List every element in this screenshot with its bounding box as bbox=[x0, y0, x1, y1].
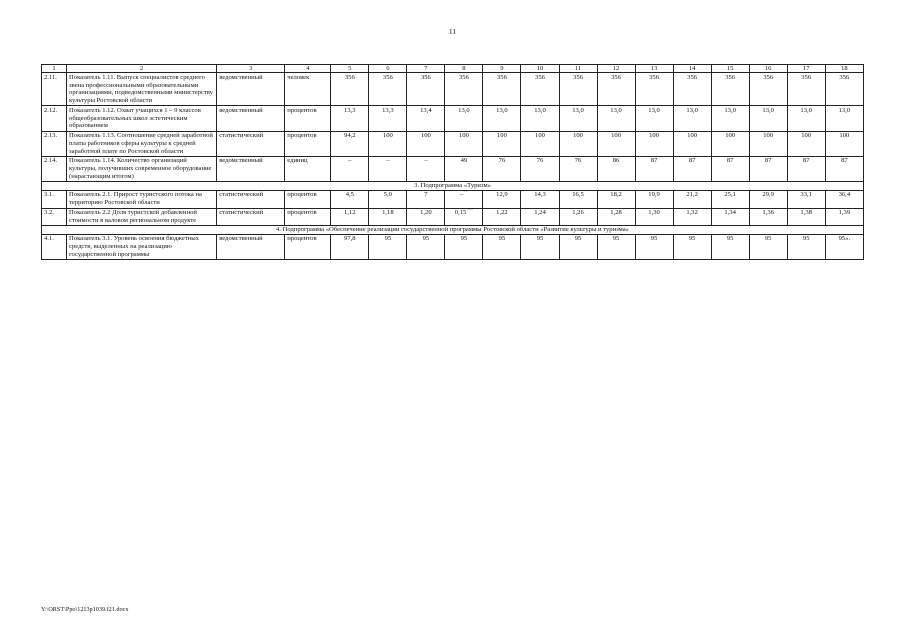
value-cell-text: 356 bbox=[763, 73, 774, 81]
value-cell-text: – bbox=[424, 157, 428, 165]
value-cell bbox=[445, 131, 483, 156]
indicator-name bbox=[67, 234, 217, 259]
value-cell-text: 29,9 bbox=[762, 191, 774, 199]
value-cell bbox=[635, 131, 673, 156]
value-cell bbox=[559, 208, 597, 226]
value-cell-text: 13,3 bbox=[344, 106, 356, 114]
value-cell-text: 19,9 bbox=[648, 191, 660, 199]
value-cell bbox=[407, 106, 445, 131]
header-cell: 2 bbox=[67, 65, 217, 73]
table-row bbox=[42, 190, 864, 208]
indicator-name bbox=[67, 106, 217, 131]
row-number bbox=[42, 208, 67, 226]
value-cell-text: 1,24 bbox=[534, 209, 546, 216]
value-cell bbox=[711, 234, 749, 259]
value-cell-text: 95 bbox=[726, 235, 734, 243]
value-cell bbox=[331, 190, 369, 208]
value-cell bbox=[635, 73, 673, 106]
value-cell-text: 13,0 bbox=[648, 106, 660, 114]
value-cell bbox=[559, 131, 597, 156]
value-cell-text: 95 bbox=[536, 235, 544, 243]
row-number bbox=[42, 106, 67, 131]
header-cell: 5 bbox=[331, 65, 369, 73]
value-cell bbox=[445, 190, 483, 208]
value-cell-text: 1,26 bbox=[572, 209, 584, 216]
unit-cell-text: единиц bbox=[287, 157, 308, 165]
value-cell-text: 356 bbox=[458, 73, 469, 81]
value-cell bbox=[635, 190, 673, 208]
value-cell bbox=[749, 208, 787, 226]
value-cell-text: 100 bbox=[573, 132, 583, 140]
value-cell bbox=[445, 106, 483, 131]
value-cell bbox=[559, 190, 597, 208]
value-cell-text: 16,5 bbox=[572, 191, 584, 199]
indicator-table bbox=[41, 64, 864, 260]
value-cell-text: 13,3 bbox=[382, 106, 394, 114]
value-cell bbox=[749, 73, 787, 106]
value-cell bbox=[445, 156, 483, 181]
value-cell-text: 95 bbox=[802, 235, 810, 243]
value-cell bbox=[787, 73, 825, 106]
header-cell: 12 bbox=[597, 65, 635, 73]
value-cell bbox=[483, 234, 521, 259]
header-cell: 15 bbox=[711, 65, 749, 73]
header-cell: 10 bbox=[521, 65, 559, 73]
value-cell-text: 95 bbox=[574, 235, 582, 243]
data-source bbox=[217, 190, 285, 208]
value-cell bbox=[407, 131, 445, 156]
value-cell bbox=[711, 190, 749, 208]
value-cell-text: 87 bbox=[802, 157, 810, 165]
header-cell: 3 bbox=[217, 65, 285, 73]
unit-cell-text: человек bbox=[287, 73, 310, 81]
value-cell bbox=[635, 156, 673, 181]
data-source-text: статистический bbox=[219, 209, 264, 216]
unit-cell bbox=[285, 208, 331, 226]
value-cell-text: 13,0 bbox=[610, 106, 622, 114]
header-cell: 8 bbox=[445, 65, 483, 73]
value-cell bbox=[521, 106, 559, 131]
header-cell: 16 bbox=[749, 65, 787, 73]
value-cell-text: 13,0 bbox=[572, 106, 584, 114]
footnote-mark: ** bbox=[463, 189, 468, 195]
value-cell bbox=[597, 190, 635, 208]
value-cell bbox=[331, 234, 369, 259]
table-row bbox=[42, 234, 864, 259]
value-cell bbox=[445, 208, 483, 226]
data-source bbox=[217, 234, 285, 259]
header-cell: 6 bbox=[369, 65, 407, 73]
value-cell-text: 1,28 bbox=[610, 209, 622, 216]
table-row bbox=[42, 73, 864, 106]
value-cell bbox=[825, 106, 863, 131]
value-cell bbox=[559, 73, 597, 106]
value-cell-text: 95 bbox=[498, 235, 506, 243]
indicator-name-text: Показатель 1.11. Выпуск специалистов среднего звена профессиональными образовательными организациями, подведомственными министерству культуры Ростовской области bbox=[69, 73, 213, 105]
data-source-text: ведомственный bbox=[219, 235, 263, 243]
indicator-name-text: Показатель 2.1. Прирост туристского потока на территорию Ростовской области bbox=[69, 191, 202, 207]
value-cell bbox=[445, 234, 483, 259]
value-cell-text: 94,2 bbox=[344, 132, 356, 140]
value-cell-text: 356 bbox=[687, 73, 698, 81]
value-cell bbox=[673, 190, 711, 208]
value-cell bbox=[559, 156, 597, 181]
value-cell-text: 13,0 bbox=[762, 106, 774, 114]
unit-cell-text: процентов bbox=[287, 235, 317, 243]
indicator-name bbox=[67, 156, 217, 181]
value-cell bbox=[597, 73, 635, 106]
value-cell bbox=[825, 234, 863, 259]
value-cell bbox=[331, 73, 369, 106]
value-cell-text: 4,5 bbox=[345, 191, 354, 199]
value-cell bbox=[635, 234, 673, 259]
unit-cell bbox=[285, 234, 331, 259]
value-cell-text: 1,39 bbox=[838, 209, 851, 216]
table-row bbox=[42, 208, 864, 226]
value-cell-text: 76 bbox=[574, 157, 582, 165]
value-cell-text: 87 bbox=[764, 157, 772, 165]
value-cell bbox=[521, 190, 559, 208]
value-cell-text: 95 bbox=[764, 235, 772, 243]
indicator-name-text: Показатель 1.14. Количество организаций культуры, получивших современное оборудование (нарастающим итогом) bbox=[69, 157, 212, 180]
indicator-name bbox=[67, 73, 217, 106]
header-row bbox=[42, 65, 864, 73]
data-source-text: ведомственный bbox=[219, 73, 263, 81]
value-cell-text: – bbox=[386, 157, 390, 165]
value-cell-text: 100 bbox=[535, 132, 545, 140]
row-number bbox=[42, 73, 67, 106]
value-cell-text: 7 bbox=[424, 191, 428, 199]
value-cell bbox=[749, 190, 787, 208]
unit-cell bbox=[285, 131, 331, 156]
value-cell bbox=[673, 234, 711, 259]
value-cell-text: 100 bbox=[611, 132, 621, 140]
value-cell bbox=[369, 73, 407, 106]
value-cell-text: 12,9 bbox=[496, 191, 508, 199]
data-source bbox=[217, 131, 285, 156]
value-cell bbox=[787, 131, 825, 156]
value-cell-text: 13,0 bbox=[458, 106, 470, 114]
data-source bbox=[217, 73, 285, 106]
value-cell-text: 100 bbox=[839, 132, 850, 140]
value-cell-text: 100 bbox=[801, 132, 812, 140]
value-cell bbox=[483, 73, 521, 106]
value-cell-text: 356 bbox=[497, 73, 507, 81]
value-cell bbox=[597, 234, 635, 259]
value-cell-text: 33,1 bbox=[800, 191, 812, 199]
value-cell bbox=[369, 190, 407, 208]
section-row bbox=[42, 226, 864, 235]
value-cell bbox=[673, 73, 711, 106]
value-cell bbox=[331, 106, 369, 131]
unit-cell-text: процентов bbox=[287, 191, 317, 199]
data-source-text: ведомственный bbox=[219, 106, 263, 114]
indicator-name-text: Показатель 1.13. Соотношение средней заработной платы работников сферы культуры к средней заработной плате по Ростовской области bbox=[69, 132, 213, 155]
value-cell bbox=[787, 208, 825, 226]
section-title: 3. Подпрограмма «Туризм» bbox=[42, 182, 864, 191]
header-cell: 14 bbox=[673, 65, 711, 73]
unit-cell bbox=[285, 190, 331, 208]
value-cell-text: 1,12 bbox=[344, 209, 356, 216]
section-title: 4. Подпрограмма «Обеспечение реализации государственной программы Ростовской области «Развитие культуры и туризма» bbox=[42, 226, 864, 235]
value-cell-text: 100 bbox=[497, 132, 507, 140]
value-cell-text: 1,36 bbox=[762, 209, 774, 216]
value-cell bbox=[407, 73, 445, 106]
value-cell-text: 76 bbox=[536, 157, 544, 165]
value-cell-text: 356 bbox=[420, 73, 431, 81]
row-number-text: 2.13. bbox=[44, 132, 58, 140]
value-cell-text: 0,15 bbox=[454, 209, 467, 216]
value-cell bbox=[711, 208, 749, 226]
value-cell-text: 1,30 bbox=[648, 209, 660, 216]
value-cell bbox=[369, 156, 407, 181]
value-cell-text: 356 bbox=[382, 73, 393, 81]
row-number-text: 2.11. bbox=[44, 73, 57, 81]
value-cell bbox=[331, 131, 369, 156]
value-cell bbox=[483, 156, 521, 181]
page-number: 11 bbox=[448, 27, 457, 36]
value-cell bbox=[787, 106, 825, 131]
value-cell bbox=[559, 106, 597, 131]
row-number bbox=[42, 131, 67, 156]
value-cell-text: 13,0 bbox=[724, 106, 736, 114]
value-cell-text: 95 bbox=[688, 235, 696, 243]
table-body bbox=[42, 73, 864, 260]
value-cell-text: 356 bbox=[611, 73, 621, 81]
value-cell-text: 25,1 bbox=[724, 191, 736, 199]
value-cell bbox=[635, 106, 673, 131]
value-cell-text: 13,4 bbox=[420, 106, 432, 114]
value-cell bbox=[787, 234, 825, 259]
indicator-name-text: Показатель 3.1. Уровень освоения бюджетных средств, выделенных на реализацию государственной программы bbox=[69, 235, 199, 258]
value-cell-text: 356 bbox=[839, 73, 850, 81]
data-source bbox=[217, 106, 285, 131]
value-cell-text: 13,0 bbox=[800, 106, 812, 114]
row-number-text: 2.12. bbox=[44, 106, 58, 114]
value-cell-text: 356 bbox=[725, 73, 736, 81]
value-cell-text: 87 bbox=[726, 157, 734, 165]
indicator-name-text: Показатель 1.12. Охват учащихся 1 – 9 классов общеобразовательных школ эстетическим образованием bbox=[69, 106, 201, 130]
value-cell bbox=[445, 73, 483, 106]
value-cell bbox=[407, 234, 445, 259]
value-cell-text: 18,2 bbox=[610, 191, 622, 199]
value-cell bbox=[711, 106, 749, 131]
value-cell-text: 87 bbox=[650, 157, 658, 165]
value-cell-text: 76 bbox=[498, 157, 506, 165]
value-cell-text: 356 bbox=[649, 73, 660, 81]
row-number bbox=[42, 156, 67, 181]
row-number-text: 3.1. bbox=[44, 191, 54, 199]
value-cell bbox=[749, 156, 787, 181]
value-cell bbox=[369, 106, 407, 131]
value-cell bbox=[749, 131, 787, 156]
value-cell-text: 100 bbox=[725, 132, 736, 140]
row-number bbox=[42, 234, 67, 259]
value-cell-text: 100 bbox=[382, 132, 393, 140]
indicator-name bbox=[67, 208, 217, 226]
table-row bbox=[42, 156, 864, 181]
value-cell bbox=[635, 208, 673, 226]
value-cell-text: 356 bbox=[535, 73, 545, 81]
unit-cell-text: процентов bbox=[287, 132, 317, 140]
value-cell-text: 95 bbox=[612, 235, 620, 243]
header-cell: 4 bbox=[285, 65, 331, 73]
value-cell bbox=[483, 208, 521, 226]
value-cell-text: 1,34 bbox=[724, 209, 736, 216]
value-cell bbox=[711, 156, 749, 181]
data-source bbox=[217, 208, 285, 226]
value-cell bbox=[369, 208, 407, 226]
value-cell bbox=[521, 156, 559, 181]
value-cell bbox=[673, 131, 711, 156]
value-cell-text: 13,0 bbox=[496, 106, 508, 114]
value-cell bbox=[483, 190, 521, 208]
value-cell bbox=[521, 208, 559, 226]
value-cell bbox=[673, 208, 711, 226]
value-cell-text: 1,18 bbox=[382, 209, 394, 216]
value-cell-text: – bbox=[348, 157, 352, 165]
value-cell-text: 1,20 bbox=[420, 209, 432, 216]
value-cell bbox=[825, 156, 863, 181]
value-cell bbox=[407, 190, 445, 208]
value-cell bbox=[407, 156, 445, 181]
unit-cell bbox=[285, 106, 331, 131]
value-cell bbox=[825, 73, 863, 106]
value-cell bbox=[559, 234, 597, 259]
table-row bbox=[42, 131, 864, 156]
value-cell-text: 356 bbox=[573, 73, 583, 81]
data-source-text: статистический bbox=[219, 191, 264, 199]
indicator-name-text: Показатель 2.2 Доля туристской добавленной стоимости в валовом региональном продукте bbox=[69, 209, 197, 224]
value-cell-text: 5,0 bbox=[383, 191, 392, 199]
value-cell-text: 87 bbox=[688, 157, 696, 165]
indicator-name bbox=[67, 131, 217, 156]
value-cell-text: 87 bbox=[841, 157, 848, 165]
value-cell-text: 356 bbox=[344, 73, 355, 81]
value-cell-text: 21,2 bbox=[686, 191, 698, 199]
data-source bbox=[217, 156, 285, 181]
header-cell: 1 bbox=[42, 65, 67, 73]
row-number-text: 2.14. bbox=[44, 157, 58, 165]
value-cell-text: 100 bbox=[763, 132, 774, 140]
value-cell bbox=[787, 190, 825, 208]
value-cell-text: 95». bbox=[838, 235, 851, 243]
unit-cell bbox=[285, 73, 331, 106]
value-cell-text: 86 bbox=[612, 157, 620, 165]
value-cell bbox=[331, 156, 369, 181]
value-cell bbox=[597, 131, 635, 156]
value-cell bbox=[825, 131, 863, 156]
header-cell: 11 bbox=[559, 65, 597, 73]
value-cell-text: 356 bbox=[801, 73, 812, 81]
value-cell bbox=[711, 131, 749, 156]
value-cell-text: 100 bbox=[458, 132, 469, 140]
row-number bbox=[42, 190, 67, 208]
value-cell bbox=[331, 208, 369, 226]
header-cell: 7 bbox=[407, 65, 445, 73]
value-cell bbox=[369, 234, 407, 259]
value-cell bbox=[407, 208, 445, 226]
value-cell-text: 97,8 bbox=[344, 235, 356, 243]
footnote-mark: *** bbox=[466, 206, 474, 212]
data-source-text: статистический bbox=[219, 132, 264, 140]
header-cell: 13 bbox=[635, 65, 673, 73]
value-cell-text: 13,0 bbox=[686, 106, 698, 114]
value-cell bbox=[673, 106, 711, 131]
value-cell bbox=[825, 208, 863, 226]
row-number-text: 4.1. bbox=[44, 235, 54, 243]
value-cell-text: 1,38 bbox=[800, 209, 812, 216]
value-cell bbox=[521, 131, 559, 156]
value-cell bbox=[711, 73, 749, 106]
header-cell: 9 bbox=[483, 65, 521, 73]
indicator-name bbox=[67, 190, 217, 208]
value-cell-text: 36,4 bbox=[838, 191, 851, 199]
value-cell-text: 100 bbox=[420, 132, 431, 140]
value-cell bbox=[749, 106, 787, 131]
value-cell bbox=[597, 156, 635, 181]
value-cell-text: 1,22 bbox=[496, 209, 508, 216]
header-cell: 17 bbox=[787, 65, 825, 73]
value-cell-text: – bbox=[460, 191, 464, 199]
value-cell bbox=[483, 131, 521, 156]
value-cell-text: 100 bbox=[687, 132, 698, 140]
value-cell bbox=[483, 106, 521, 131]
value-cell bbox=[597, 106, 635, 131]
value-cell bbox=[521, 73, 559, 106]
value-cell-text: 49 bbox=[460, 157, 468, 165]
value-cell bbox=[673, 156, 711, 181]
unit-cell-text: процентов bbox=[287, 106, 317, 114]
row-number-text: 3.2. bbox=[44, 209, 54, 216]
section-row bbox=[42, 182, 864, 191]
header-cell: 18 bbox=[825, 65, 863, 73]
value-cell-text: 14,3 bbox=[534, 191, 546, 199]
value-cell bbox=[597, 208, 635, 226]
value-cell bbox=[825, 190, 863, 208]
value-cell-text: 95 bbox=[460, 235, 468, 243]
data-source-text: ведомственный bbox=[219, 157, 263, 165]
value-cell-text: 95 bbox=[422, 235, 430, 243]
value-cell bbox=[787, 156, 825, 181]
value-cell bbox=[369, 131, 407, 156]
value-cell-text: 95 bbox=[650, 235, 658, 243]
value-cell bbox=[749, 234, 787, 259]
value-cell-text: 100 bbox=[649, 132, 660, 140]
footer-file-path: Y:\ORST\Ppo\1213p1039.f21.docx bbox=[41, 606, 129, 613]
value-cell-text: 13,0 bbox=[838, 106, 851, 114]
table-row bbox=[42, 106, 864, 131]
unit-cell bbox=[285, 156, 331, 181]
value-cell-text: 1,32 bbox=[686, 209, 698, 216]
value-cell-text: 95 bbox=[384, 235, 392, 243]
value-cell-text: 13,0 bbox=[534, 106, 546, 114]
unit-cell-text: процентов bbox=[287, 209, 317, 216]
value-cell bbox=[521, 234, 559, 259]
